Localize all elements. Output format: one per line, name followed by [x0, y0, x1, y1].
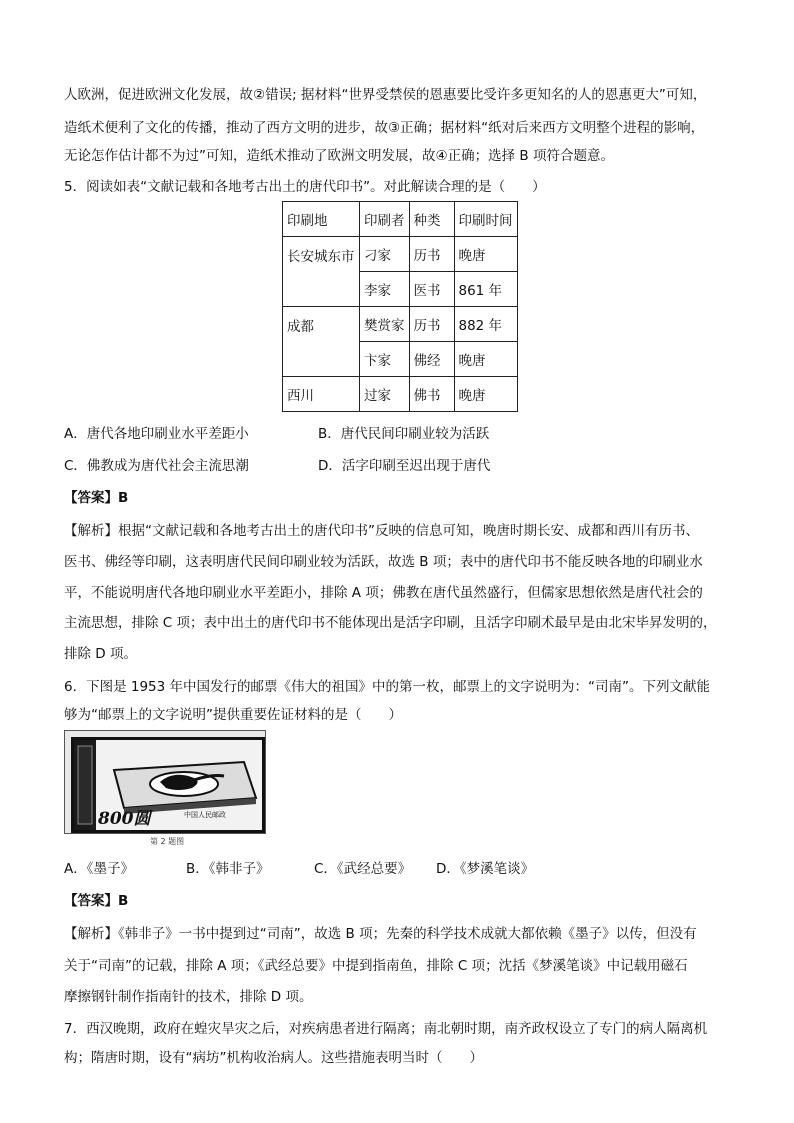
table-row — [283, 377, 518, 412]
q6-option-a: A．《墨子》 — [64, 861, 134, 877]
q5-option-a: A．唐代各地印刷业水平差距小 — [64, 426, 249, 442]
q5-analysis-line-4: 主流思想，排除 C 项；表中出土的唐代印书不能体现出是活字印刷，且活字印刷术最早是由北宋毕昇发明的， — [64, 615, 717, 631]
q5-analysis-line-1: 【解析】根据“文献记载和各地考古出土的唐代印书”反映的信息可知，晚唐时期长安、成都和西川有历书、 — [64, 523, 699, 539]
stamp-value: 800圆 — [98, 809, 151, 829]
stamp-image — [64, 730, 266, 834]
q5-stem: 5．阅读如表“文献记载和各地考古出土的唐代印书”。对此解读合理的是（ ） — [64, 179, 546, 195]
q6-analysis-line-1: 【解析】《韩非子》一书中提到过“司南”，故选 B 项；先秦的科学技术成就大都依赖《墨子》以传，但没有 — [64, 926, 697, 942]
table-row — [283, 237, 518, 272]
q7-stem-line-2: 构；隋唐时期，设有“病坊”机构收治病人。这些措施表明当时（ ） — [64, 1050, 483, 1066]
table-cell: 晚唐 — [454, 377, 517, 412]
header-cell: 印刷者 — [360, 202, 410, 237]
header-cell: 种类 — [409, 202, 454, 237]
q5-option-d: D．活字印刷至迟出现于唐代 — [318, 458, 491, 474]
q7-stem-line-1: 7．西汉晚期，政府在蝗灾旱灾之后，对疾病患者进行隔离；南北朝时期，南齐政权设立了专门的病人隔离机 — [64, 1021, 708, 1037]
table-header-row — [283, 202, 518, 237]
table-cell: 历书 — [409, 307, 454, 342]
table-cell: 樊赏家 — [360, 307, 410, 342]
intro-line-1: 人欧洲，促进欧洲文化发展，故②错误; 据材料“世界受禁侯的恩惠要比受许多更知名的人的恩惠更大”可知， — [64, 87, 707, 103]
q6-option-b: B．《韩非子》 — [186, 861, 270, 877]
printing-table — [282, 201, 518, 412]
q6-answer: 【答案】B — [64, 893, 129, 909]
stamp-frame — [71, 737, 265, 833]
table-row — [283, 307, 518, 342]
table-cell: 882 年 — [454, 307, 517, 342]
q5-answer: 【答案】B — [64, 490, 129, 506]
q6-stem-line-1: 6．下图是 1953 年中国发行的邮票《伟大的祖国》中的第一枚，邮票上的文字说明为：“司南”。下列文献能 — [64, 679, 711, 695]
q6-option-d: D．《梦溪笔谈》 — [436, 861, 535, 877]
intro-line-2: 造纸术便利了文化的传播，推动了西方文明的进步，故③正确；据材料“纸对后来西方文明整个进程的影响， — [64, 120, 705, 136]
q6-stem-line-2: 够为“邮票上的文字说明”提供重要佐证材料的是（ ） — [64, 707, 402, 723]
table-cell: 佛经 — [409, 342, 454, 377]
table-cell: 历书 — [409, 237, 454, 272]
table-cell: 医书 — [409, 272, 454, 307]
table-cell: 刁家 — [360, 237, 410, 272]
header-cell: 印刷时间 — [454, 202, 517, 237]
q6-option-c: C．《武经总要》 — [314, 861, 412, 877]
q5-analysis-line-5: 排除 D 项。 — [64, 646, 137, 662]
table-cell: 卞家 — [360, 342, 410, 377]
q5-analysis-line-2: 医书、佛经等印刷，这表明唐代民间印刷业较为活跃，故选 B 项；表中的唐代印书不能反映各地的印刷业水 — [64, 554, 703, 570]
header-cell: 印刷地 — [283, 202, 360, 237]
q5-option-b: B．唐代民间印刷业较为活跃 — [318, 426, 490, 442]
table-cell: 李家 — [360, 272, 410, 307]
stamp-caption: 第 2 题图 — [150, 837, 185, 846]
intro-line-3: 无论怎作估计都不为过”可知，造纸术推动了欧洲文明发展，故④正确；选择 B 项符合题意。 — [64, 148, 614, 164]
table-cell: 晚唐 — [454, 237, 517, 272]
q5-analysis-line-3: 平，不能说明唐代各地印刷业水平差距小，排除 A 项；佛教在唐代虽然盛行，但儒家思想依然是唐代社会的 — [64, 585, 703, 601]
q6-analysis-line-3: 摩擦钢针制作指南针的技术，排除 D 项。 — [64, 989, 313, 1005]
table-cell: 过家 — [360, 377, 410, 412]
table-cell: 成都 — [283, 307, 360, 377]
table-cell: 晚唐 — [454, 342, 517, 377]
table-cell: 西川 — [283, 377, 360, 412]
table-cell: 佛书 — [409, 377, 454, 412]
table-cell: 861 年 — [454, 272, 517, 307]
q5-option-c: C．佛教成为唐代社会主流思潮 — [64, 458, 249, 474]
table-cell: 长安城东市 — [283, 237, 360, 307]
stamp-issuer: 中国人民邮政 — [184, 811, 226, 819]
q6-analysis-line-2: 关于“司南”的记载，排除 A 项；《武经总要》中提到指南鱼，排除 C 项；沈括《梦溪笔谈》中记载用磁石 — [64, 958, 688, 974]
